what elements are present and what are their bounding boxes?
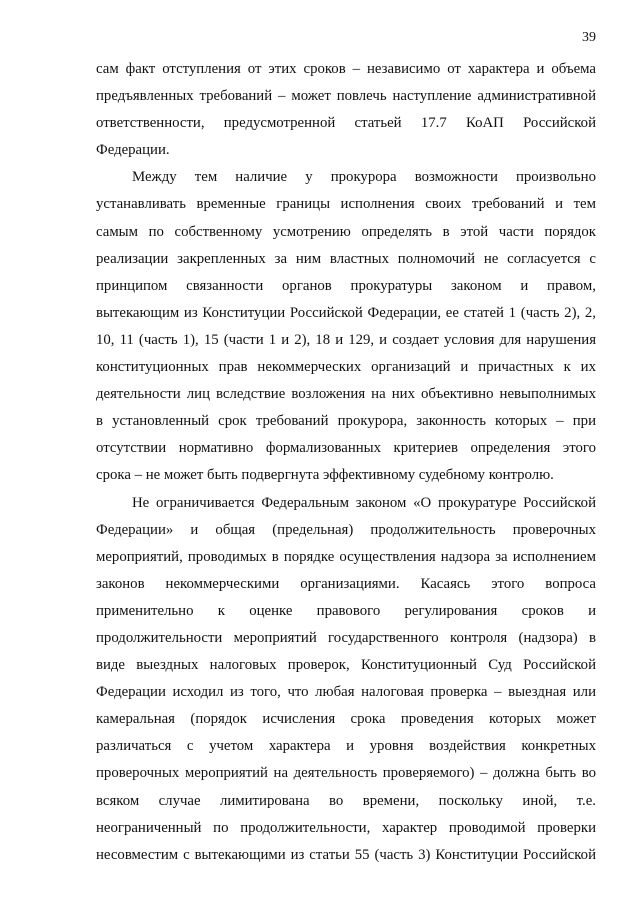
text-line: камеральная (порядок исчисления срока проведения которых может: [96, 711, 596, 728]
text-line: деятельности лиц вследствие возложения на них объективно невыполнимых: [96, 386, 596, 403]
text-line: несовместим с вытекающими из статьи 55 (часть 3) Конституции Российской: [96, 846, 596, 863]
text-line: конституционных прав некоммерческих организаций и причастных к их: [96, 359, 596, 376]
text-line: Не ограничивается Федеральным законом «О прокуратуре Российской: [132, 494, 596, 511]
text-line: реализации закрепленных за ним властных полномочий не согласуется с: [96, 250, 596, 267]
text-line: предъявленных требований – может повлечь наступление административной: [96, 88, 596, 105]
text-line: сам факт отступления от этих сроков – независимо от характера и объема: [96, 61, 596, 77]
text-line: ответственности, предусмотренной статьей 17.7 КоАП Российской: [96, 115, 596, 132]
text-line: в установленный срок требований прокурора, законность которых – при: [96, 413, 596, 430]
text-line: самым по собственному усмотрению определять в этой части порядок: [96, 223, 596, 240]
page-number: 39: [582, 30, 596, 45]
paragraph: [96, 490, 596, 869]
text-line: принципом связанности органов прокуратуры законом и правом,: [96, 277, 596, 294]
paragraph: [96, 56, 596, 164]
text-line: вытекающим из Конституции Российской Федерации, ее статей 1 (часть 2), 2,: [96, 304, 596, 321]
text-line: срока – не может быть подвергнута эффективному судебному контролю.: [96, 467, 554, 484]
text-line: отсутствии нормативно формализованных критериев определения этого: [96, 440, 596, 457]
text-line: 10, 11 (часть 1), 15 (части 1 и 2), 18 и 129, и создает условия для нарушения: [96, 331, 596, 348]
text-line: неограниченный по продолжительности, характер проводимой проверки: [96, 819, 596, 836]
paragraph: [96, 164, 596, 489]
text-line: продолжительности мероприятий государственного контроля (надзора) в: [96, 629, 596, 646]
text-line: законов некоммерческими организациями. Касаясь этого вопроса: [96, 575, 596, 592]
body-text: [96, 56, 596, 869]
text-line: применительно к оценке правового регулирования сроков и: [96, 602, 596, 619]
text-line: Федерации исходил из того, что любая налоговая проверка – выездная или: [96, 684, 596, 701]
text-line: мероприятий, проводимых в порядке осуществления надзора за исполнением: [96, 548, 596, 565]
text-line: всяком случае лимитирована во времени, поскольку иной, т.е.: [96, 792, 596, 809]
text-line: Федерации.: [96, 142, 170, 159]
text-line: различаться с учетом характера и уровня воздействия конкретных: [96, 738, 596, 755]
text-line: Федерации» и общая (предельная) продолжительность проверочных: [96, 521, 596, 538]
text-line: виде выездных налоговых проверок, Конституционный Суд Российской: [96, 657, 596, 674]
text-line: проверочных мероприятий на деятельность проверяемого) – должна быть во: [96, 765, 596, 782]
text-line: Между тем наличие у прокурора возможности произвольно: [132, 169, 596, 186]
text-line: устанавливать временные границы исполнения своих требований и тем: [96, 196, 596, 213]
